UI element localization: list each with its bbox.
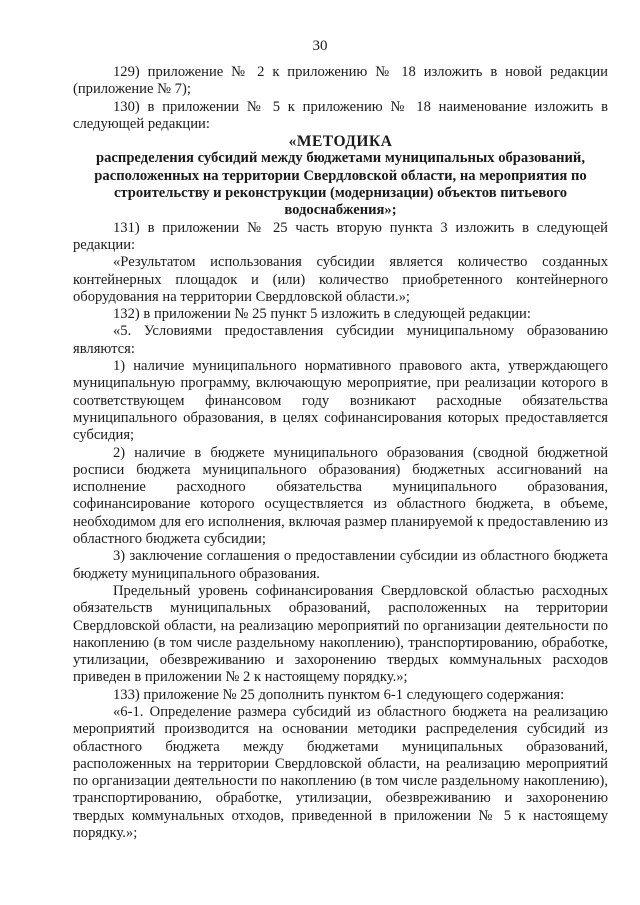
methodology-title: «МЕТОДИКА [288,133,393,151]
paragraph-131: 131) в приложении № 25 часть вторую пункта 3 изложить в следующей редакции: [73,219,608,253]
page-number: 30 [312,38,328,54]
paragraph-133-item-6-1: «6-1. Определение размера субсидий из областного бюджета на реализацию мероприятий производится на основании методики распределения субсидий из областного бюджета между бюджетами муниципальных образований, расположенных на территории Свердловской области, на реализацию мероприятий по организации деятельности по накоплению (в том числе раздельному накоплению), транспортированию, обработке, утилизации, обезвреживанию и захоронению твердых коммунальных отходов, приведенной в приложении № 5 к настоящему порядку.»; [73,703,608,842]
paragraph-131-quote: «Результатом использования субсидии является количество созданных контейнерных площадок и (или) количество приобретенного контейнерного оборудования на территории Свердловской области.»; [73,254,608,305]
paragraph-133: 133) приложение № 25 дополнить пунктом 6-1 следующего содержания: [113,686,565,703]
paragraph-cofinancing-level: Предельный уровень софинансирования Свердловской областью расходных обязательств муниципальных образований, расположенных на территории Свердловской области, на реализацию мероприятий по организации деятельности по накоплению (в том числе раздельному накоплению), транспортированию, обработке, утилизации, обезвреживанию и захоронению твердых коммунальных расходов приведен в приложении № 2 к настоящему порядку.»; [73,582,608,686]
document-body [73,64,608,842]
paragraph-condition-1: 1) наличие муниципального нормативного правового акта, утверждающего муниципальную программу, включающую мероприятие, при реализации которого в соответствующем финансовом году возникают расходные обязательства муниципального образования, в целях софинансирования которых предоставляется субсидия; [73,358,608,444]
paragraph-132-item-5: «5. Условиями предоставления субсидии муниципальному образованию являются: [73,323,608,357]
paragraph-132: 132) в приложении № 25 пункт 5 изложить в следующей редакции: [113,306,531,323]
paragraph-129: 129) приложение № 2 к приложению № 18 изложить в новой редакции (приложение № 7); [73,64,608,98]
methodology-subtitle: распределения субсидий между бюджетами муниципальных образований, расположенных на территории Свердловской области, на мероприятия по строительству и реконструкции (модернизации) объектов питьевого водоснабжения»; [94,150,587,219]
paragraph-condition-3: 3) заключение соглашения о предоставлении субсидии из областного бюджета бюджету муниципального образования. [73,548,608,582]
paragraph-condition-2: 2) наличие в бюджете муниципального образования (сводной бюджетной росписи бюджета муниципального образования) бюджетных ассигнований на исполнение расходного обязательства муниципального образования, софинансирование которого осуществляется из областного бюджета, в объеме, необходимом для его исполнения, включая размер планируемой к предоставлению из областного бюджета субсидии; [73,444,608,548]
paragraph-130: 130) в приложении № 5 к приложению № 18 наименование изложить в следующей редакции: [73,98,608,132]
